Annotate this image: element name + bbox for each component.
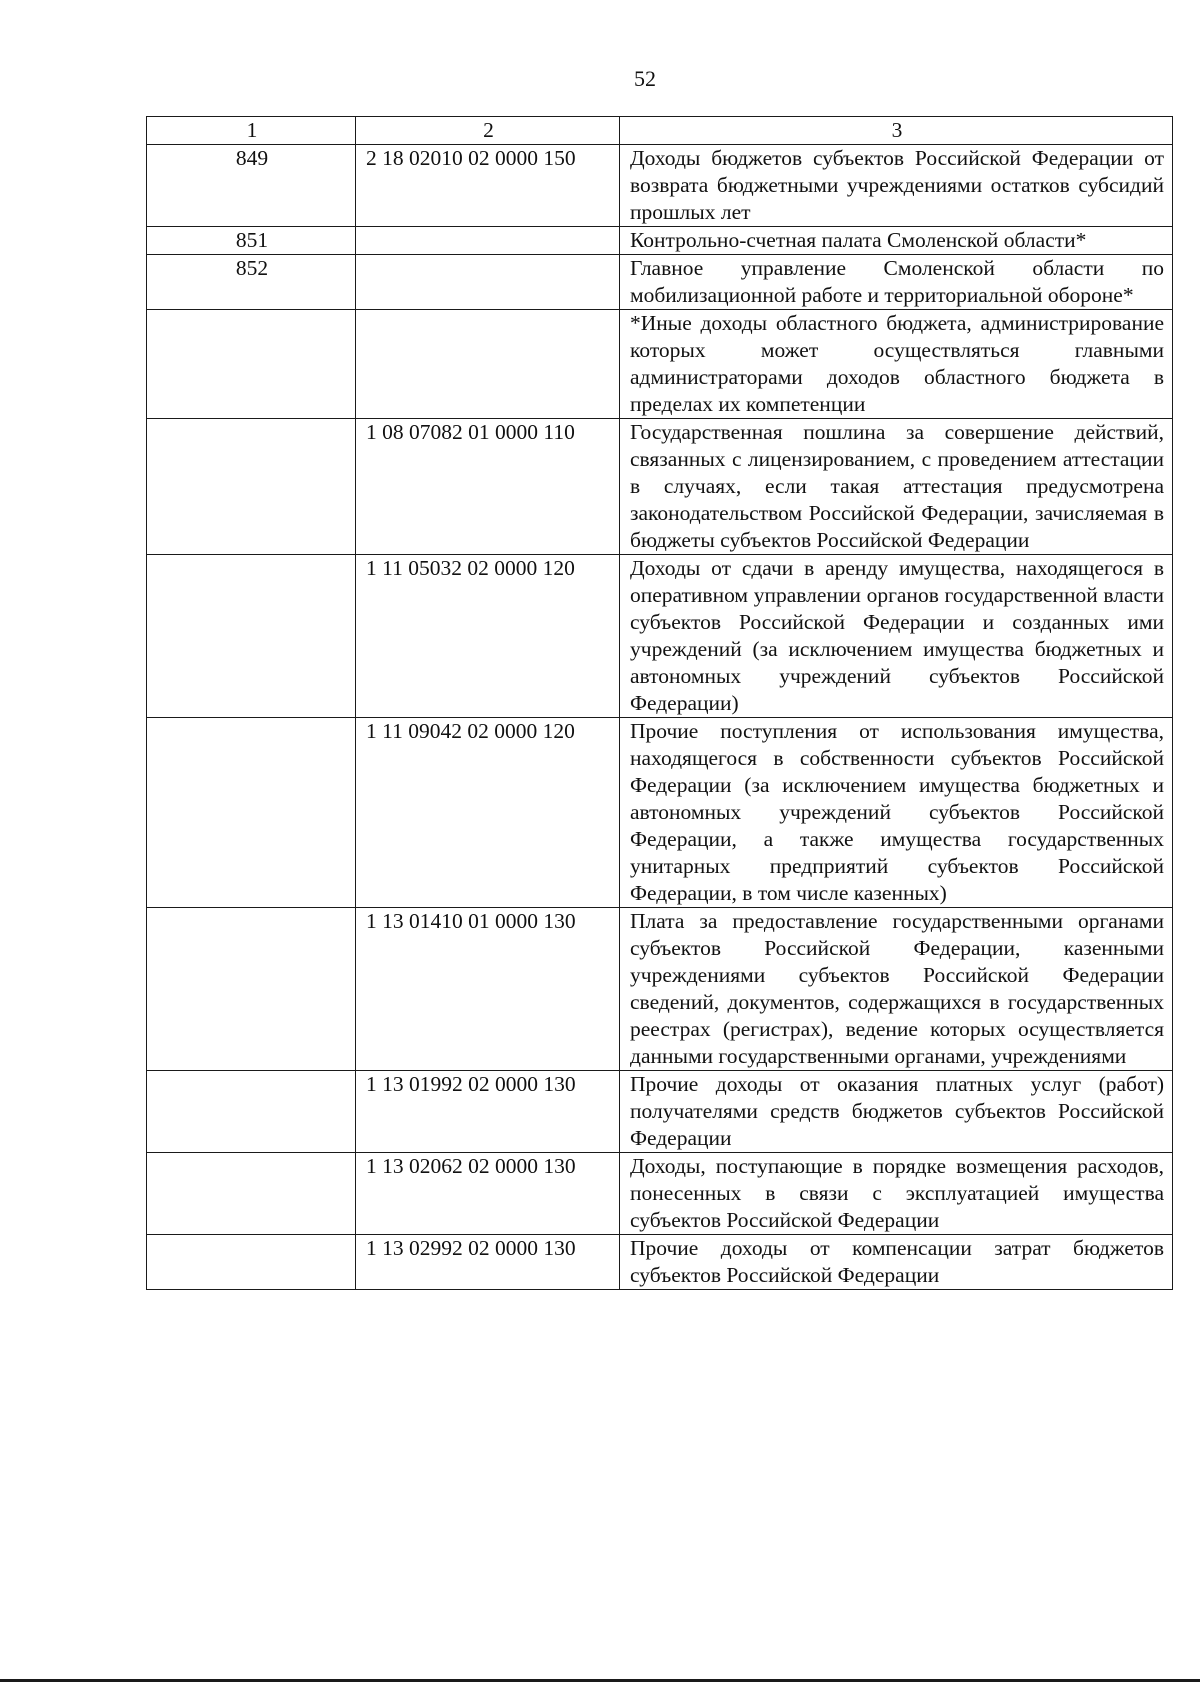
admin-code-cell (147, 718, 356, 908)
admin-code-cell: 849 (147, 145, 356, 227)
income-code-cell: 1 13 01410 01 0000 130 (356, 908, 620, 1071)
table-row (147, 1071, 1173, 1153)
admin-code-cell (147, 1235, 356, 1290)
admin-code-cell (147, 419, 356, 555)
table-row (147, 227, 1173, 255)
income-code-cell: 1 11 05032 02 0000 120 (356, 555, 620, 718)
table-row (147, 145, 1173, 227)
table-row (147, 310, 1173, 419)
description-cell: Прочие поступления от использования имущества, находящегося в собственности субъектов Российской Федерации (за исключением имущества бюджетных и автономных учреждений субъектов Российской Федерации, а также имущества государственных унитарных предприятий субъектов Российской Федерации, в том числе казенных) (620, 718, 1173, 908)
description-cell: *Иные доходы областного бюджета, администрирование которых может осуществляться главными администраторами доходов областного бюджета в пределах их компетенции (620, 310, 1173, 419)
income-code-cell: 2 18 02010 02 0000 150 (356, 145, 620, 227)
column-header-1: 1 (147, 117, 356, 145)
description-cell: Государственная пошлина за совершение действий, связанных с лицензированием, с проведением аттестации в случаях, если такая аттестация предусмотрена законодательством Российской Федерации, зачисляемая в бюджеты субъектов Российской Федерации (620, 419, 1173, 555)
income-code-cell: 1 13 02062 02 0000 130 (356, 1153, 620, 1235)
admin-code-cell: 851 (147, 227, 356, 255)
table-row (147, 718, 1173, 908)
table-row (147, 555, 1173, 718)
income-code-cell (356, 310, 620, 419)
income-code-cell (356, 255, 620, 310)
table-header-row (147, 117, 1173, 145)
admin-code-cell (147, 908, 356, 1071)
admin-code-cell (147, 310, 356, 419)
income-code-cell: 1 11 09042 02 0000 120 (356, 718, 620, 908)
description-cell: Плата за предоставление государственными органами субъектов Российской Федерации, казенными учреждениями субъектов Российской Федерации сведений, документов, содержащихся в государственных реестрах (регистрах), ведение которых осуществляется данными государственными органами, учреждениями (620, 908, 1173, 1071)
table-row (147, 1153, 1173, 1235)
description-cell: Главное управление Смоленской области по мобилизационной работе и территориальной обороне* (620, 255, 1173, 310)
revenue-codes-table (146, 116, 1173, 1290)
table-row (147, 1235, 1173, 1290)
admin-code-cell (147, 555, 356, 718)
table-body (147, 117, 1173, 1290)
description-cell: Доходы бюджетов субъектов Российской Федерации от возврата бюджетными учреждениями остатков субсидий прошлых лет (620, 145, 1173, 227)
bottom-rule (0, 1679, 1200, 1682)
description-cell: Прочие доходы от оказания платных услуг (работ) получателями средств бюджетов субъектов Российской Федерации (620, 1071, 1173, 1153)
column-header-2: 2 (356, 117, 620, 145)
table-row (147, 255, 1173, 310)
description-cell: Доходы от сдачи в аренду имущества, находящегося в оперативном управлении органов государственной власти субъектов Российской Федерации и созданных ими учреждений (за исключением имущества бюджетных и автономных учреждений субъектов Российской Федерации) (620, 555, 1173, 718)
description-cell: Прочие доходы от компенсации затрат бюджетов субъектов Российской Федерации (620, 1235, 1173, 1290)
income-code-cell: 1 08 07082 01 0000 110 (356, 419, 620, 555)
table-row (147, 908, 1173, 1071)
admin-code-cell: 852 (147, 255, 356, 310)
income-code-cell: 1 13 01992 02 0000 130 (356, 1071, 620, 1153)
column-header-3: 3 (620, 117, 1173, 145)
admin-code-cell (147, 1153, 356, 1235)
description-cell: Доходы, поступающие в порядке возмещения расходов, понесенных в связи с эксплуатацией имущества субъектов Российской Федерации (620, 1153, 1173, 1235)
income-code-cell (356, 227, 620, 255)
page-number: 52 (634, 66, 656, 91)
description-cell: Контрольно-счетная палата Смоленской области* (620, 227, 1173, 255)
table-row (147, 419, 1173, 555)
admin-code-cell (147, 1071, 356, 1153)
income-code-cell: 1 13 02992 02 0000 130 (356, 1235, 620, 1290)
